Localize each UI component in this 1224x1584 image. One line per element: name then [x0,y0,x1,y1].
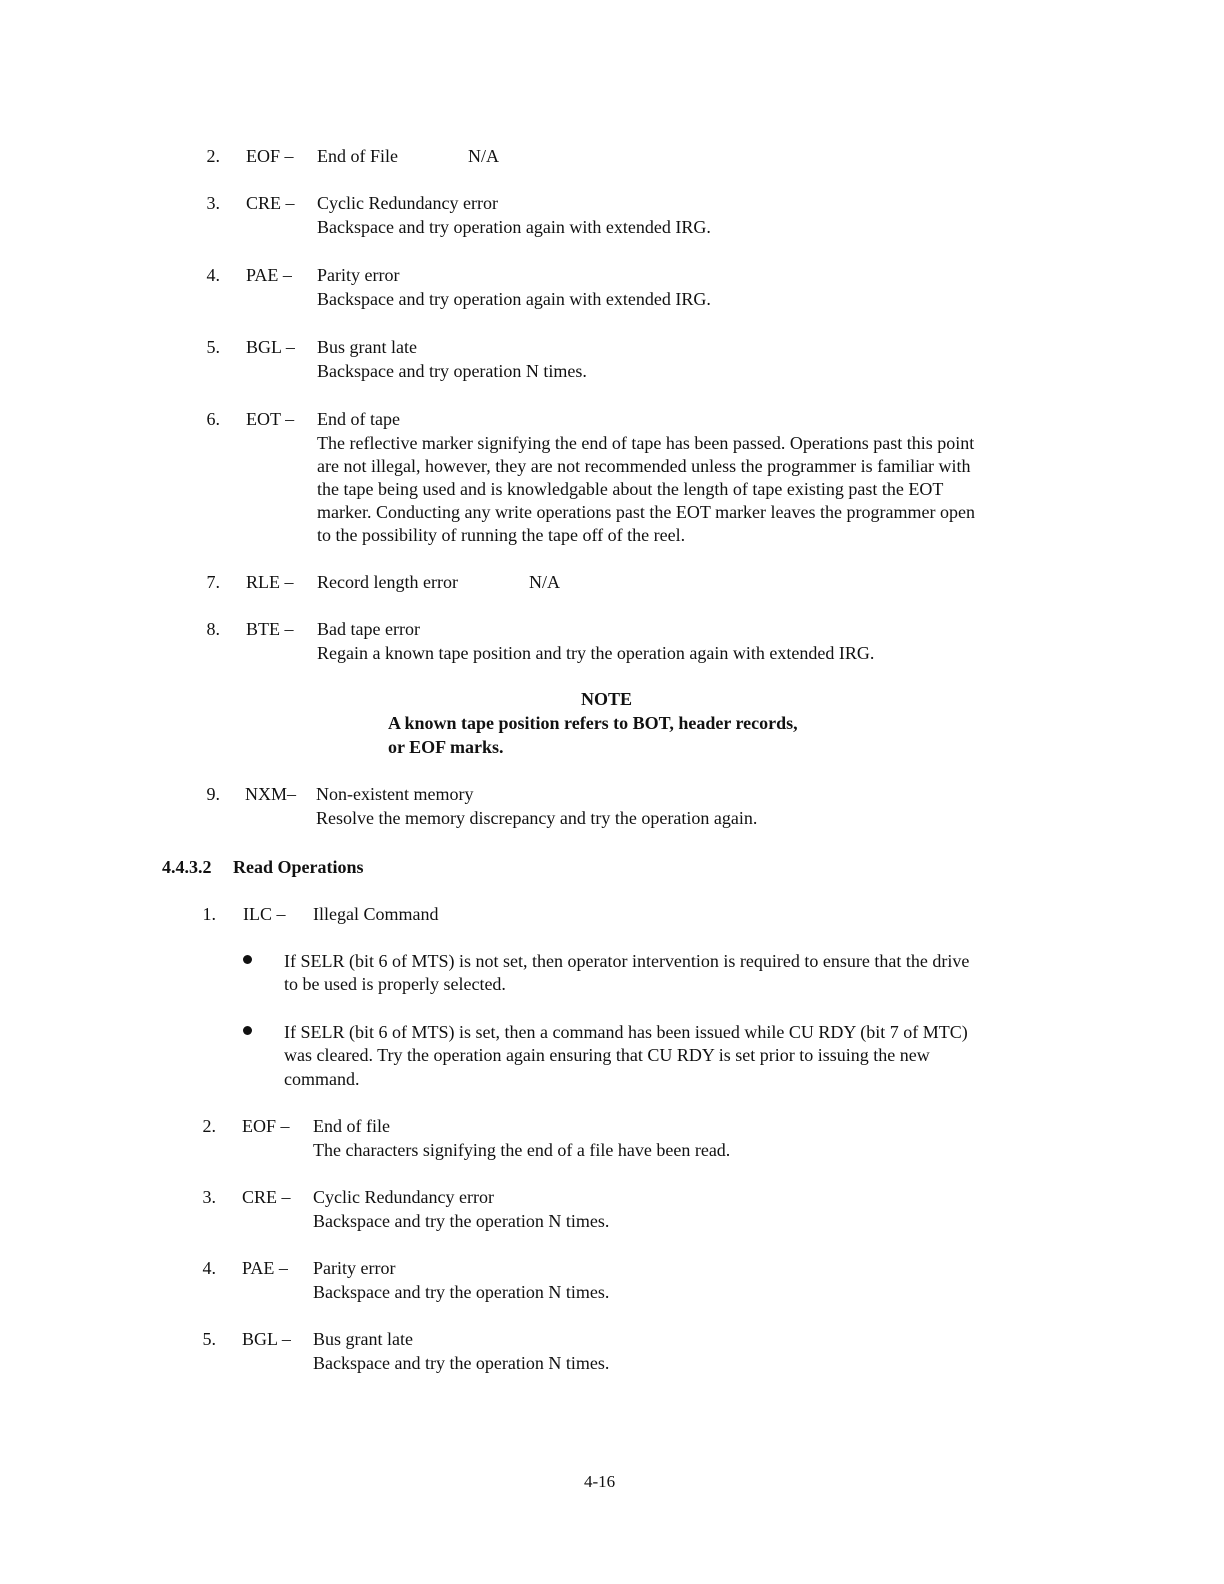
item-na: N/A [529,572,560,592]
item-code: EOF – [242,1116,290,1136]
item-code: EOF – [246,146,294,166]
item-code: CRE – [246,193,295,213]
item-code: BGL – [242,1329,291,1349]
item-code: NXM– [245,784,297,804]
item-description: Backspace and try operation N times. [317,361,587,381]
note-line: or EOF marks. [388,737,504,757]
item-code: PAE – [246,265,292,285]
item-number: 3. [202,1187,216,1207]
section-title: Read Operations [233,857,364,877]
item-code: PAE – [242,1258,288,1278]
item-number: 9. [206,784,220,804]
bullet-line: If SELR (bit 6 of MTS) is not set, then operator intervention is required to ensure that the drive [284,951,970,971]
item-code: ILC – [243,904,286,924]
bullet-line: If SELR (bit 6 of MTS) is set, then a command has been issued while CU RDY (bit 7 of MTC) [284,1022,968,1042]
item-description-line: are not illegal, however, they are not recommended unless the programmer is familiar with [317,456,971,476]
item-title: Bus grant late [317,337,417,357]
item-number: 6. [206,409,220,429]
page-number: 4-16 [584,1472,616,1491]
item-title: End of file [313,1116,390,1136]
item-code: EOT – [246,409,295,429]
item-code: CRE – [242,1187,291,1207]
item-number: 5. [202,1329,216,1349]
item-title: End of File [317,146,398,166]
bullet-line: command. [284,1069,360,1089]
item-code: BTE – [246,619,294,639]
item-number: 1. [202,904,216,924]
item-number: 5. [206,337,220,357]
item-number: 2. [202,1116,216,1136]
item-number: 8. [206,619,220,639]
item-title: Illegal Command [313,904,439,924]
item-number: 3. [206,193,220,213]
item-description-line: to the possibility of running the tape off of the reel. [317,525,686,545]
bullet-line: was cleared. Try the operation again ensuring that CU RDY is set prior to issuing the new [284,1045,930,1065]
note-heading: NOTE [581,689,633,709]
item-description: The characters signifying the end of a file have been read. [313,1140,731,1160]
item-description-line: marker. Conducting any write operations past the EOT marker leaves the programmer open [317,502,975,522]
item-description: Backspace and try the operation N times. [313,1353,610,1373]
note-line: A known tape position refers to BOT, header records, [388,713,798,733]
item-number: 2. [206,146,220,166]
item-title: End of tape [317,409,400,429]
item-title: Parity error [317,265,400,285]
item-number: 7. [206,572,220,592]
bullet-line: to be used is properly selected. [284,974,506,994]
item-title: Bus grant late [313,1329,413,1349]
item-description: Backspace and try the operation N times. [313,1282,610,1302]
item-description: Backspace and try the operation N times. [313,1211,610,1231]
item-na: N/A [468,146,499,166]
item-description-line: The reflective marker signifying the end of tape has been passed. Operations past this point [317,433,975,453]
section-number: 4.4.3.2 [162,857,212,877]
item-description: Backspace and try operation again with extended IRG. [317,217,711,237]
item-title: Cyclic Redundancy error [313,1187,494,1207]
item-title: Bad tape error [317,619,420,639]
item-title: Parity error [313,1258,396,1278]
item-number: 4. [202,1258,216,1278]
item-title: Non-existent memory [316,784,474,804]
bullet-icon [243,955,252,964]
item-code: RLE – [246,572,294,592]
bullet-icon [243,1026,252,1035]
item-description: Resolve the memory discrepancy and try the operation again. [316,808,758,828]
item-title: Cyclic Redundancy error [317,193,498,213]
item-title: Record length error [317,572,458,592]
item-description-line: the tape being used and is knowledgable about the length of tape existing past the EOT [317,479,944,499]
item-number: 4. [206,265,220,285]
item-description: Backspace and try operation again with extended IRG. [317,289,711,309]
item-description: Regain a known tape position and try the operation again with extended IRG. [317,643,875,663]
item-code: BGL – [246,337,295,357]
